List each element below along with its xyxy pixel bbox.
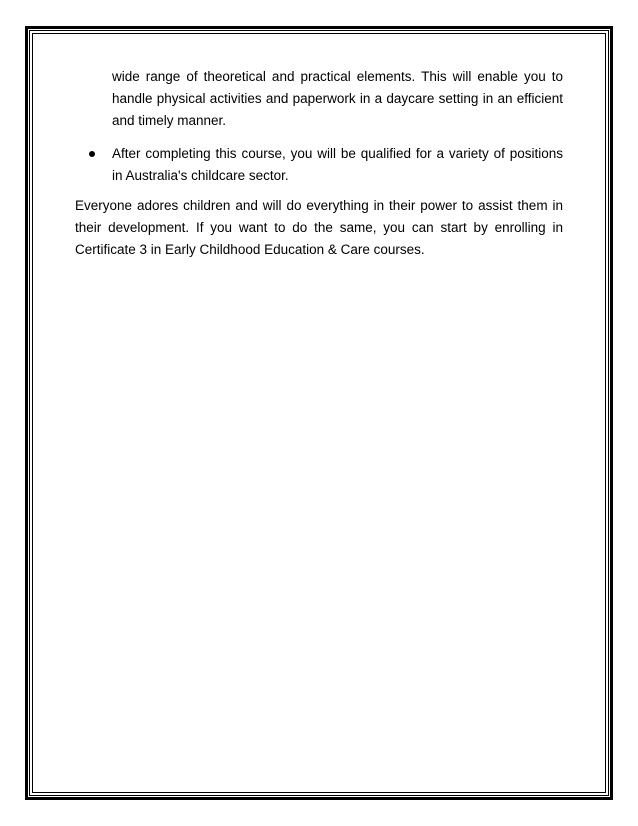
document-body: [75, 66, 563, 261]
bullet-text: After completing this course, you will be qualified for a variety of positions in Australia's childcare sector.: [112, 146, 563, 183]
bullet-dot-icon: [75, 143, 112, 187]
continued-paragraph: wide range of theoretical and practical elements. This will enable you to handle physical activities and paperwork in a daycare setting in an efficient and timely manner.: [112, 69, 563, 128]
bullet-list-item: [75, 143, 563, 187]
closing-paragraph: Everyone adores children and will do everything in their power to assist them in their development. If you want to do the same, you can start by enrolling in Certificate 3 in Early Childhood Education & Care courses.: [75, 198, 563, 257]
